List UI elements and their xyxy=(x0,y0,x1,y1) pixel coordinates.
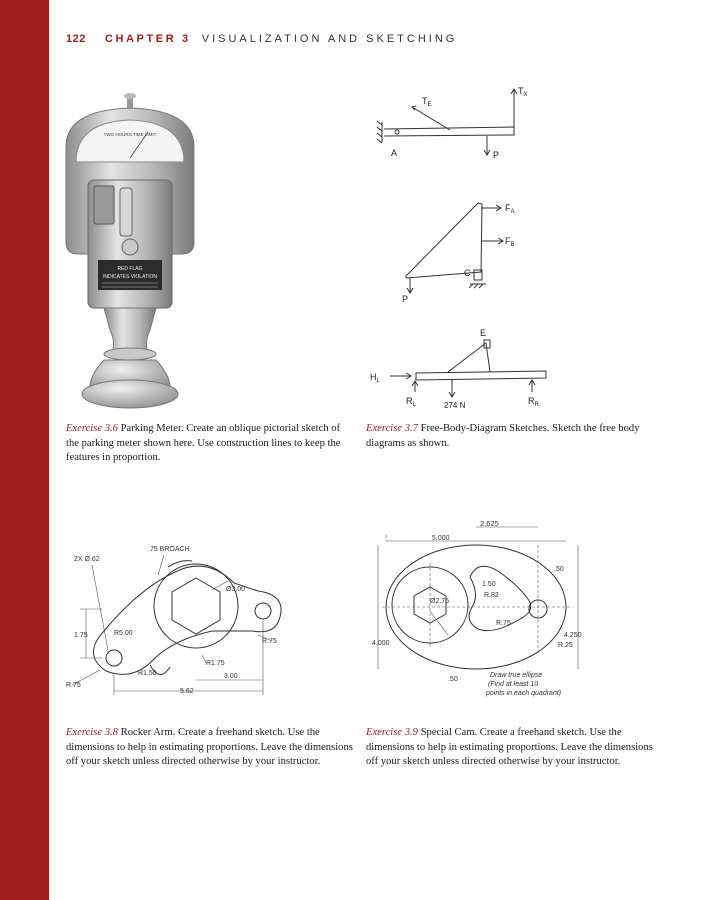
fbd3-rr: $R_R$ xyxy=(528,396,539,408)
page-header xyxy=(66,33,457,45)
fbd2-c: C xyxy=(464,268,471,278)
cam-dim-11: .50 xyxy=(448,676,458,683)
exercise-label: Exercise 3.6 xyxy=(66,423,118,434)
rocker-arm-drawing xyxy=(62,535,297,700)
rocker-dim-7: R1.75 xyxy=(206,660,225,667)
chapter-color-bar xyxy=(0,0,49,900)
caption-exercise-3-6 xyxy=(66,422,346,466)
page-number: 122 xyxy=(66,33,86,45)
cam-dim-5: Ø2.75 xyxy=(430,598,450,605)
fbd3-e: E xyxy=(480,328,487,338)
rocker-dim-10: 5.62 xyxy=(180,688,194,695)
fbd1-a: A xyxy=(391,148,398,158)
cam-dim-3: 1.50 xyxy=(482,581,496,588)
meter-plate-line-1: RED FLAG xyxy=(117,266,143,272)
cam-dim-7: 4.000 xyxy=(372,640,390,647)
exercise-text: Rocker Arm. Create a freehand sketch. Use the dimensions to help in estimating proportions. Leave the dimensions off your sketch unless directed otherwise by your instructor. xyxy=(66,727,353,767)
cam-dim-6: R.75 xyxy=(496,620,511,627)
cam-dim-9: R.25 xyxy=(558,642,573,649)
fbd1-p: P xyxy=(493,150,500,160)
caption-exercise-3-7 xyxy=(366,422,651,451)
fbd3-n: 274 N xyxy=(444,401,466,410)
rocker-dim-5: 1.75 xyxy=(74,632,88,639)
caption-exercise-3-8 xyxy=(66,726,356,770)
cam-dim-2: 5.000 xyxy=(432,535,450,542)
cam-dim-10: .50 xyxy=(554,566,564,573)
cam-dim-4: R.82 xyxy=(484,592,499,599)
chapter-label: CHAPTER 3 xyxy=(104,33,191,45)
exercise-label: Exercise 3.8 xyxy=(66,727,118,738)
exercise-text: Free-Body-Diagram Sketches. Sketch the free body diagrams as shown. xyxy=(366,423,640,449)
parking-meter-photo xyxy=(60,92,200,417)
fbd2-p: P xyxy=(402,294,409,304)
caption-exercise-3-9 xyxy=(366,726,656,770)
exercise-label: Exercise 3.7 xyxy=(366,423,418,434)
exercise-label: Exercise 3.9 xyxy=(366,727,418,738)
rocker-dim-4: R5.00 xyxy=(114,630,133,637)
exercise-text: Parking Meter. Create an oblique pictorial sketch of the parking meter shown here. Use construction lines to keep the features in proportion. xyxy=(66,423,341,463)
fbd3-rl: $R_L$ xyxy=(406,396,416,408)
free-body-diagrams xyxy=(360,80,560,412)
rocker-dim-11: R.75 xyxy=(66,682,81,689)
section-title: VISUALIZATION AND SKETCHING xyxy=(201,33,458,45)
special-cam-drawing xyxy=(368,515,593,705)
rocker-dim-6: R.75 xyxy=(262,638,277,645)
exercise-text: Special Cam. Create a freehand sketch. Use the dimensions to help in estimating proportions. Leave the dimensions off your sketch unless directed otherwise by your instructor. xyxy=(366,727,653,767)
cam-dim-1: 2.625 xyxy=(480,519,499,528)
rocker-dim-3: Ø3.00 xyxy=(226,586,246,593)
fbd2-fb: $F_B$ xyxy=(505,236,515,248)
rocker-dim-9: 3.00 xyxy=(224,673,238,680)
meter-plate-line-2: INDICATES VIOLATION xyxy=(103,274,157,280)
fbd2-fa: $F_A$ xyxy=(505,203,515,215)
rocker-dim-2: .75 BROACH xyxy=(148,546,190,553)
rocker-dim-8: R1.50 xyxy=(138,670,157,677)
fbd1-tx: $T_X$ xyxy=(518,86,528,98)
rocker-dim-1: 2X Ø.62 xyxy=(74,556,100,563)
fbd1-te: $T_E$ xyxy=(422,96,432,108)
fbd3-hl: $H_L$ xyxy=(370,372,380,384)
cam-note: Draw true ellipse (Find at least 10 points in each quadrant) xyxy=(486,672,562,697)
cam-dim-8: 4.250 xyxy=(564,632,582,639)
meter-dial-text: TWO HOURS TIME LIMIT xyxy=(103,132,157,137)
